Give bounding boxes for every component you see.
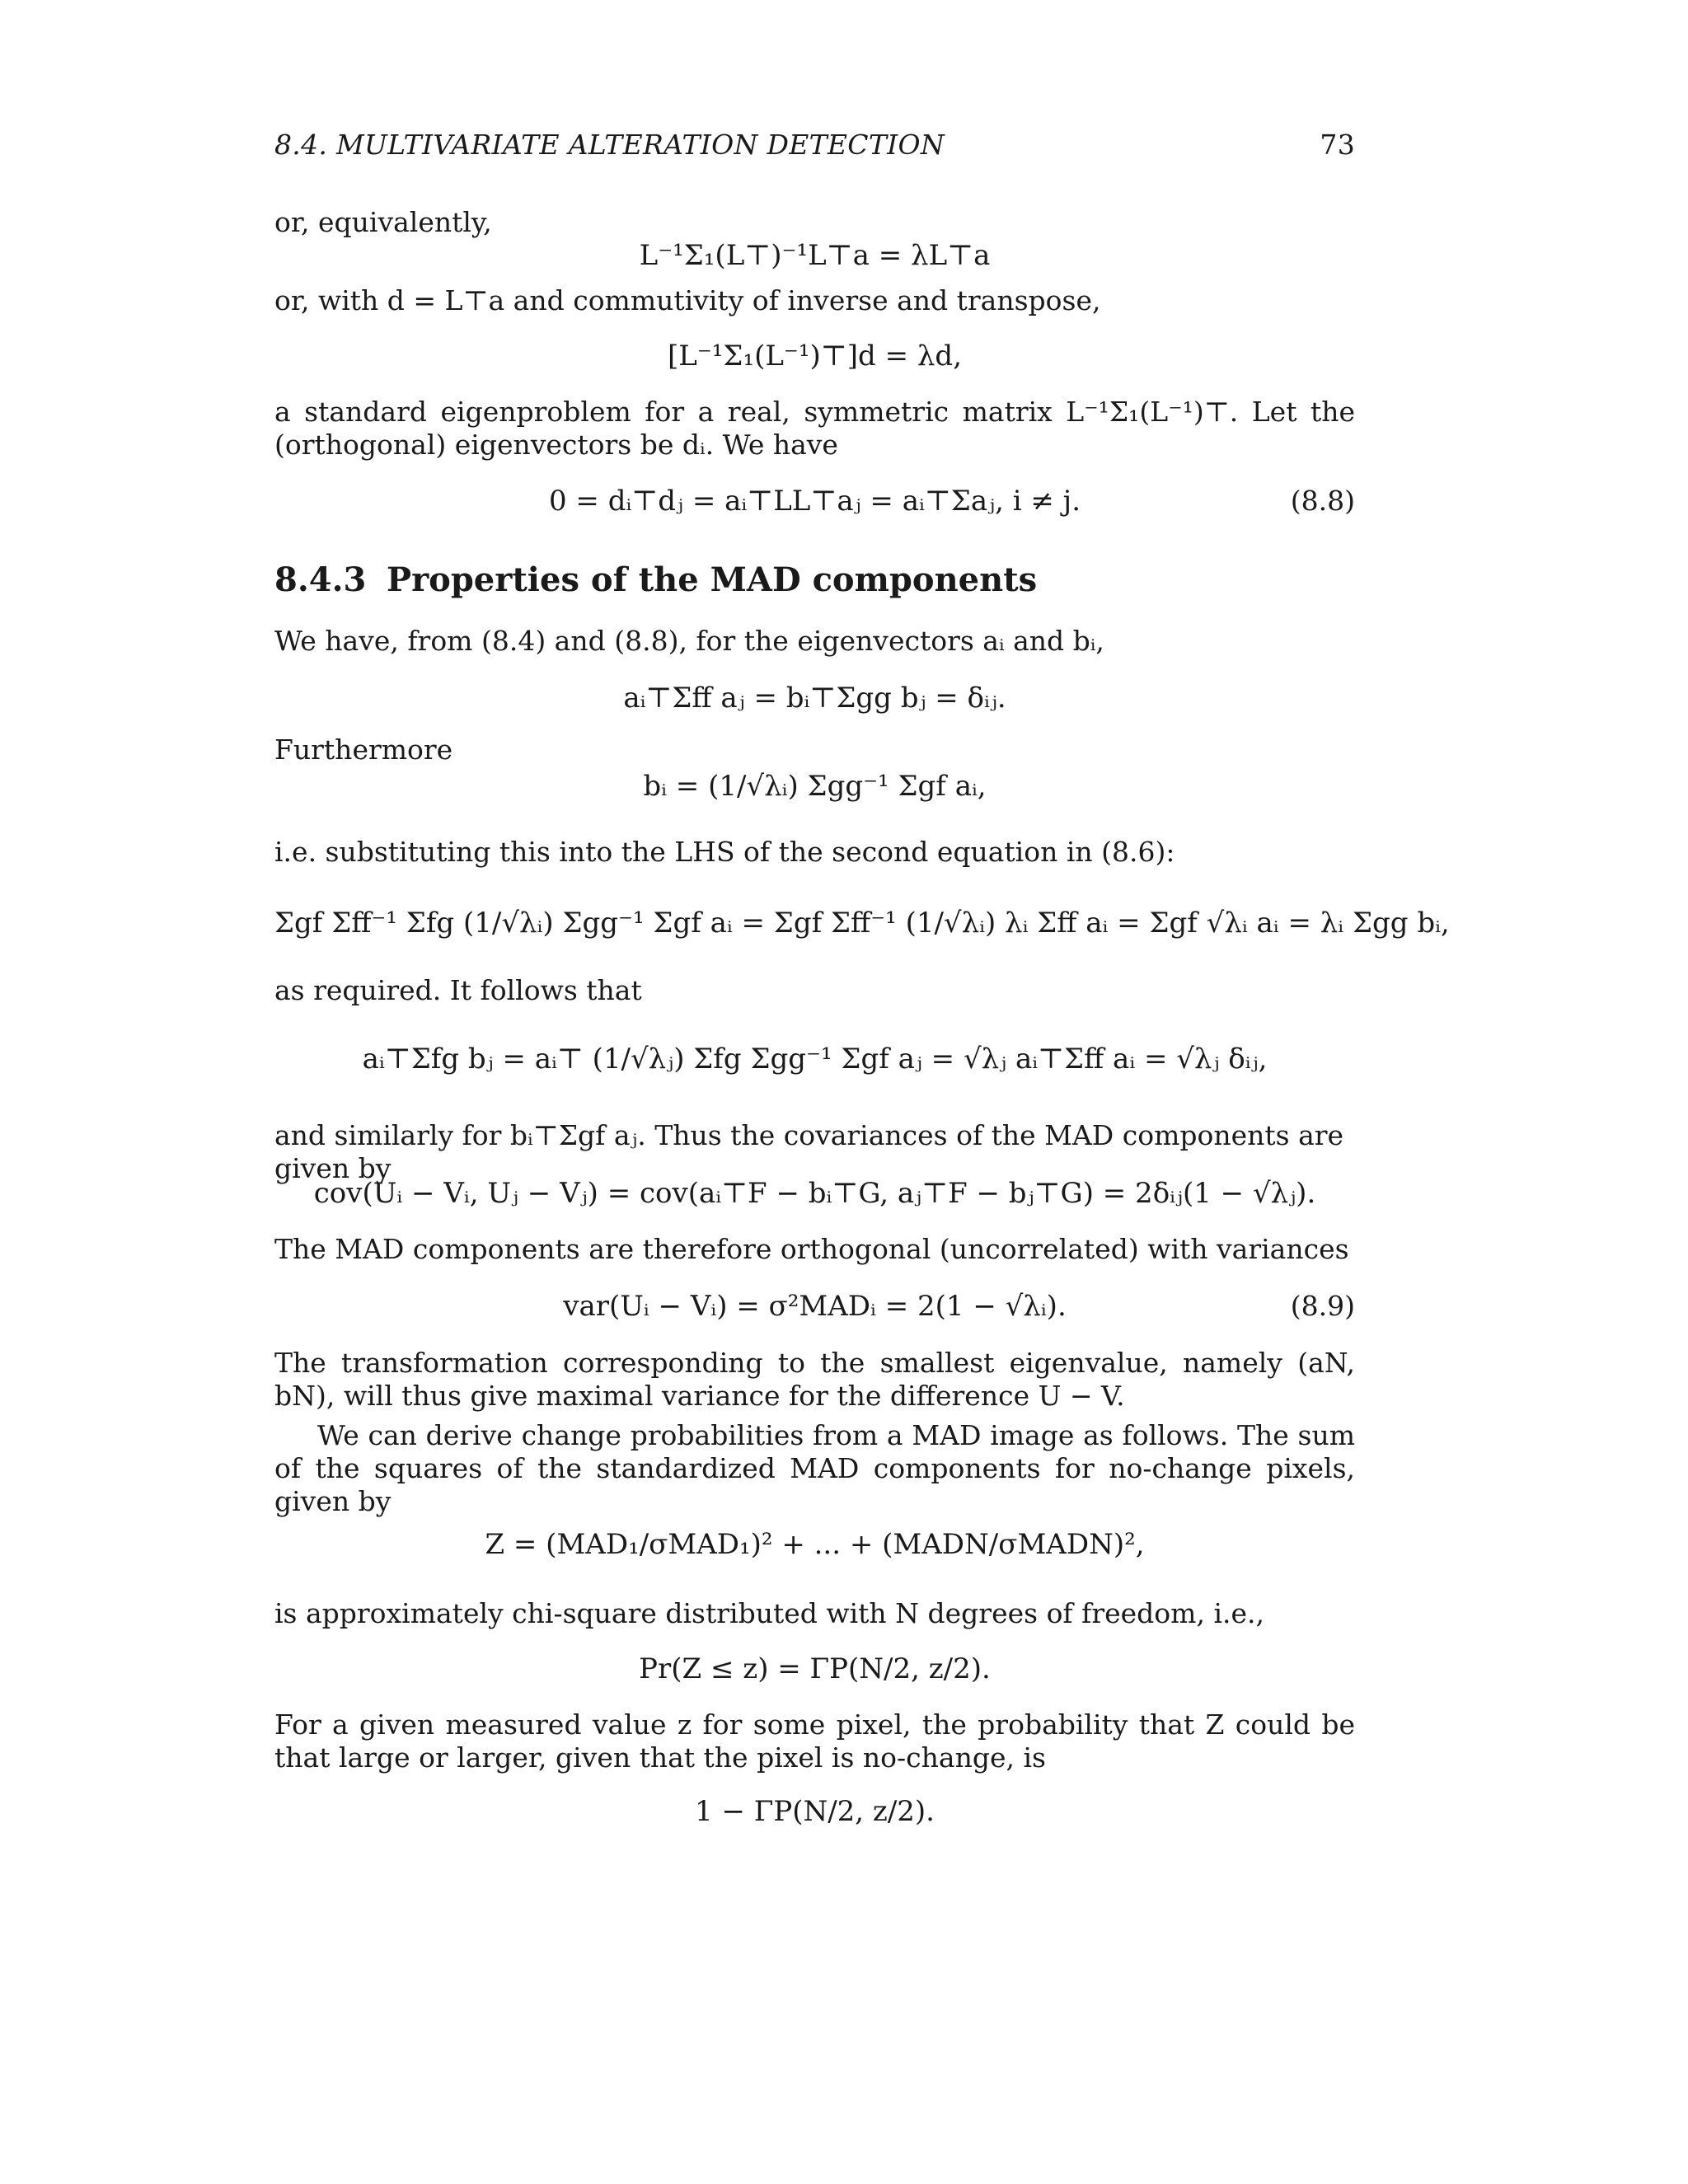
paragraph-equivalently: or, equivalently, [274, 206, 492, 238]
equation-8-8: 0 = dᵢ⊤dⱼ = aᵢ⊤LL⊤aⱼ = aᵢ⊤Σaⱼ, i ≠ j. [548, 485, 1081, 518]
equation-cross-covariance: aᵢ⊤Σfg bⱼ = aᵢ⊤ (1/√λⱼ) Σfg Σgg⁻¹ Σgf aⱼ = √λⱼ aᵢ⊤Σff aᵢ = √λⱼ δᵢⱼ, [362, 1043, 1268, 1076]
page-number: 73 [1320, 129, 1355, 161]
equation-substitution: Σgf Σff⁻¹ Σfg (1/√λᵢ) Σgg⁻¹ Σgf aᵢ = Σgf Σff⁻¹ (1/√λᵢ) λᵢ Σff aᵢ = Σgf √λᵢ aᵢ = λᵢ Σgg bᵢ, [274, 907, 1450, 940]
equation-covariance: cov(Uᵢ − Vᵢ, Uⱼ − Vⱼ) = cov(aᵢ⊤F − bᵢ⊤G, aⱼ⊤F − bⱼ⊤G) = 2δᵢⱼ(1 − √λⱼ). [313, 1177, 1316, 1210]
equation-8-9: var(Uᵢ − Vᵢ) = σ²MADᵢ = 2(1 − √λᵢ). [563, 1290, 1067, 1323]
equation-b-i: bᵢ = (1/√λᵢ) Σgg⁻¹ Σgf aᵢ, [643, 770, 987, 803]
paragraph-chi-square: is approximately chi-square distributed with N degrees of freedom, i.e., [274, 1597, 1265, 1629]
equation-number-8-8: (8.8) [1290, 485, 1355, 517]
paragraph-as-required: as required. It follows that [274, 974, 642, 1006]
equation-number-8-9: (8.9) [1290, 1290, 1355, 1322]
running-header: 8.4. MULTIVARIATE ALTERATION DETECTION [274, 129, 945, 161]
paragraph-measured-value: For a given measured value z for some pixel, the probability that Z could be that large or larger, given that the pixel is no-change, is [274, 1708, 1355, 1774]
section-number: 8.4.3 [274, 560, 367, 599]
paragraph-we-have: We have, from (8.4) and (8.8), for the eigenvectors aᵢ and bᵢ, [274, 625, 1104, 657]
equation-1: L⁻¹Σ₁(L⊤)⁻¹L⊤a = λL⊤a [639, 239, 991, 272]
section-heading [274, 560, 1037, 599]
section-title: Properties of the MAD components [387, 560, 1038, 599]
equation-z: Z = (MAD₁/σMAD₁)² + ... + (MADN/σMADN)², [485, 1528, 1145, 1561]
paragraph-orthogonal: The MAD components are therefore orthogonal (uncorrelated) with variances [274, 1233, 1349, 1265]
paragraph-substituting: i.e. substituting this into the LHS of the second equation in (8.6): [274, 836, 1175, 868]
paragraph-transformation: The transformation corresponding to the smallest eigenvalue, namely (aN, bN), will thus give maximal variance for the difference U − V. [274, 1347, 1355, 1412]
paragraph-similarly: and similarly for bᵢ⊤Σgf aⱼ. Thus the covariances of the MAD components are given by [274, 1119, 1344, 1184]
paragraph-eigenproblem: a standard eigenproblem for a real, symmetric matrix L⁻¹Σ₁(L⁻¹)⊤. Let the (orthogonal) eigenvectors be dᵢ. We have [274, 396, 1355, 461]
equation-complement: 1 − ΓP(N/2, z/2). [695, 1795, 935, 1828]
equation-probability: Pr(Z ≤ z) = ΓP(N/2, z/2). [639, 1652, 991, 1685]
equation-2: [L⁻¹Σ₁(L⁻¹)⊤]d = λd, [668, 340, 962, 373]
paragraph-furthermore: Furthermore [274, 733, 453, 766]
equation-orthonormality: aᵢ⊤Σff aⱼ = bᵢ⊤Σgg bⱼ = δᵢⱼ. [623, 682, 1006, 715]
paragraph-with-d: or, with d = L⊤a and commutivity of inverse and transpose, [274, 284, 1101, 316]
paragraph-change-probabilities: We can derive change probabilities from a MAD image as follows. The sum of the squares of the standardized MAD components for no-change pixels, given by [274, 1419, 1355, 1517]
